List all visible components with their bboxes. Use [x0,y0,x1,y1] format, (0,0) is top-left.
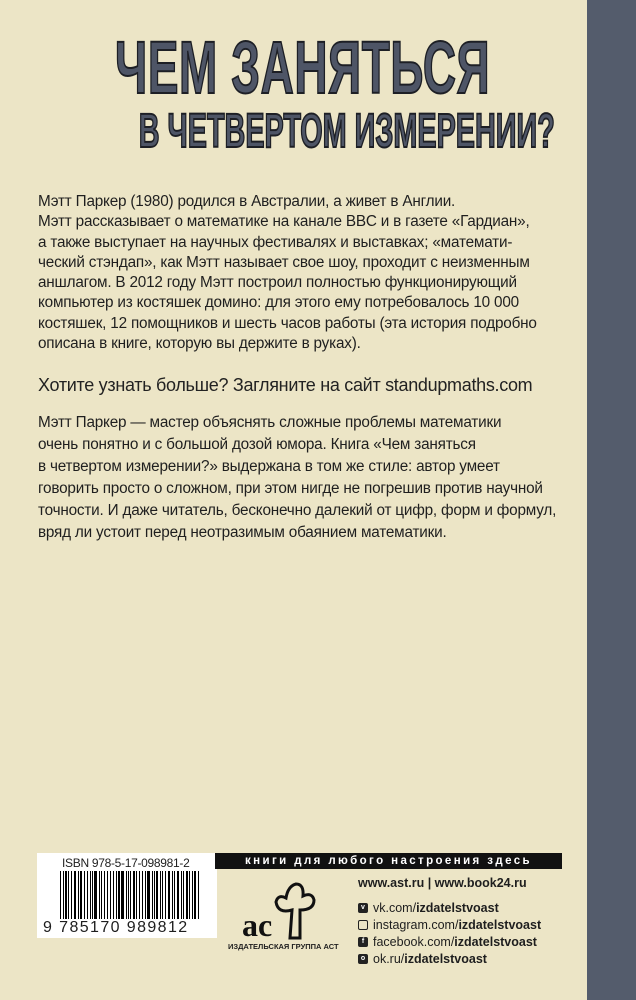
link-prefix: vk.com/ [373,900,417,915]
link-prefix: instagram.com/ [373,917,459,932]
publisher-logo [240,880,320,940]
text-line: аншлагом. В 2012 году Мэтт построил полностью функционирующий [38,274,517,292]
barcode-bar [126,871,127,919]
instagram-icon [358,920,368,930]
text-line: ческий стэндап», как Мэтт называет свое шоу, проходит с неизменным [38,253,530,271]
social-link-vk[interactable] [358,899,541,916]
svg-text:ac: ac [242,907,273,940]
barcode-bar [68,871,69,919]
barcode-bar [92,871,93,919]
barcode-bar [71,871,72,919]
barcode-bar [194,871,196,919]
text-line: точности. И даже читатель, бесконечно далекий от цифр, форм и формул, [38,502,557,519]
websites[interactable]: www.ast.ru | www.book24.ru [358,876,527,890]
barcode-bar [162,871,163,919]
barcode-bar [87,871,88,919]
link-handle: izdatelstvoast [404,951,487,966]
barcode-bar [101,871,102,919]
barcode-bar [154,871,155,919]
social-link-facebook[interactable] [358,933,541,950]
vk-icon: v [358,903,368,913]
barcode-bar [118,871,120,919]
text-line: компьютер из костяшек домино: для этого ему потребовалось 10 000 [38,294,519,312]
about-book-paragraph [38,412,556,544]
barcode-bar [147,871,150,919]
title-line-1: ЧЕМ ЗАНЯТЬСЯ [114,26,491,109]
barcode-bar [192,871,193,919]
barcode-bar [110,871,112,919]
barcode-bar [172,871,173,919]
barcode-bar [128,871,129,919]
barcode-bar [156,871,158,919]
link-prefix: ok.ru/ [373,951,405,966]
social-link-instagram[interactable] [358,916,541,933]
barcode-bar [183,871,184,919]
text-line: Мэтт Паркер — мастер объяснять сложные проблемы математики [38,414,502,431]
publisher-links [358,876,541,967]
barcode-bar [152,871,153,919]
text-line: Мэтт Паркер (1980) родился в Австралии, а живет в Англии. [38,193,456,210]
text-line: очень понятно и с большой дозой юмора. Книга «Чем заняться [38,436,476,453]
text-line: говорить просто о сложном, при этом нигде не погрешив против научной [38,480,543,497]
publisher-caption: ИЗДАТЕЛЬСКАЯ ГРУППА АСТ [228,942,339,951]
link-handle: izdatelstvoast [454,934,537,949]
title-line-2: В ЧЕТВЕРТОМ ИЗМЕРЕНИИ? [138,105,555,158]
barcode-bar [65,871,67,919]
barcode-bar [80,871,82,919]
barcode-bar [142,871,144,919]
more-info-line: Хотите узнать больше? Загляните на сайт standupmaths.com [38,375,533,395]
barcode-bar [133,871,135,919]
link-handle: izdatelstvoast [416,900,499,915]
barcode-bar [63,871,64,919]
barcode-bar [136,871,137,919]
text-line: описана в книге, которую вы держите в руках). [38,335,361,353]
barcode-bar [130,871,131,919]
barcode-bar [189,871,190,919]
isbn-label: ISBN 978-5-17-098981-2 [62,856,190,870]
barcode-bar [78,871,79,919]
barcode-bar [116,871,117,919]
barcode-bar [177,871,180,919]
barcode-bar [94,871,97,919]
barcode-bar [104,871,106,919]
text-line: вряд ли устоит перед неотразимым обаянием математики. [38,524,447,541]
social-link-ok[interactable] [358,950,541,967]
barcode-bar [168,871,170,919]
barcode-bar [60,871,61,919]
barcode-bar [165,871,167,919]
barcode-bar [84,871,86,919]
facebook-icon: f [358,937,368,947]
text-line: в четвертом измерении?» выдержана в том же стиле: автор умеет [38,458,500,475]
text-line: костяшек, 12 помощников и шесть часов работы (эта история подробно [38,314,537,332]
barcode-bar [160,871,161,919]
barcode-bar [181,871,182,919]
barcode-number: 9 785170 989812 [43,919,189,936]
barcode-bar [174,871,175,919]
barcode-bar [99,871,100,919]
ok-icon: o [358,954,368,964]
barcode-bar [121,871,124,919]
about-author-paragraph [38,192,537,354]
barcode-bar [145,871,146,919]
side-strip [587,0,636,1000]
barcode-bar [74,871,77,919]
barcode-bar [186,871,188,919]
barcode-bar [139,871,140,919]
barcode-block [37,853,217,938]
text-line: Мэтт рассказывает о математике на канале BBC и в газете «Гардиан», [38,213,530,231]
barcode-bar [198,871,199,919]
barcode-bar [113,871,114,919]
barcode [60,871,200,919]
link-handle: izdatelstvoast [458,917,542,932]
barcode-bar [90,871,91,919]
link-prefix: facebook.com/ [373,934,455,949]
slogan-banner: книги для любого настроения здесь [215,853,562,869]
text-line: а также выступает на научных фестивалях и выставках; «математи- [38,233,513,251]
barcode-bar [107,871,108,919]
